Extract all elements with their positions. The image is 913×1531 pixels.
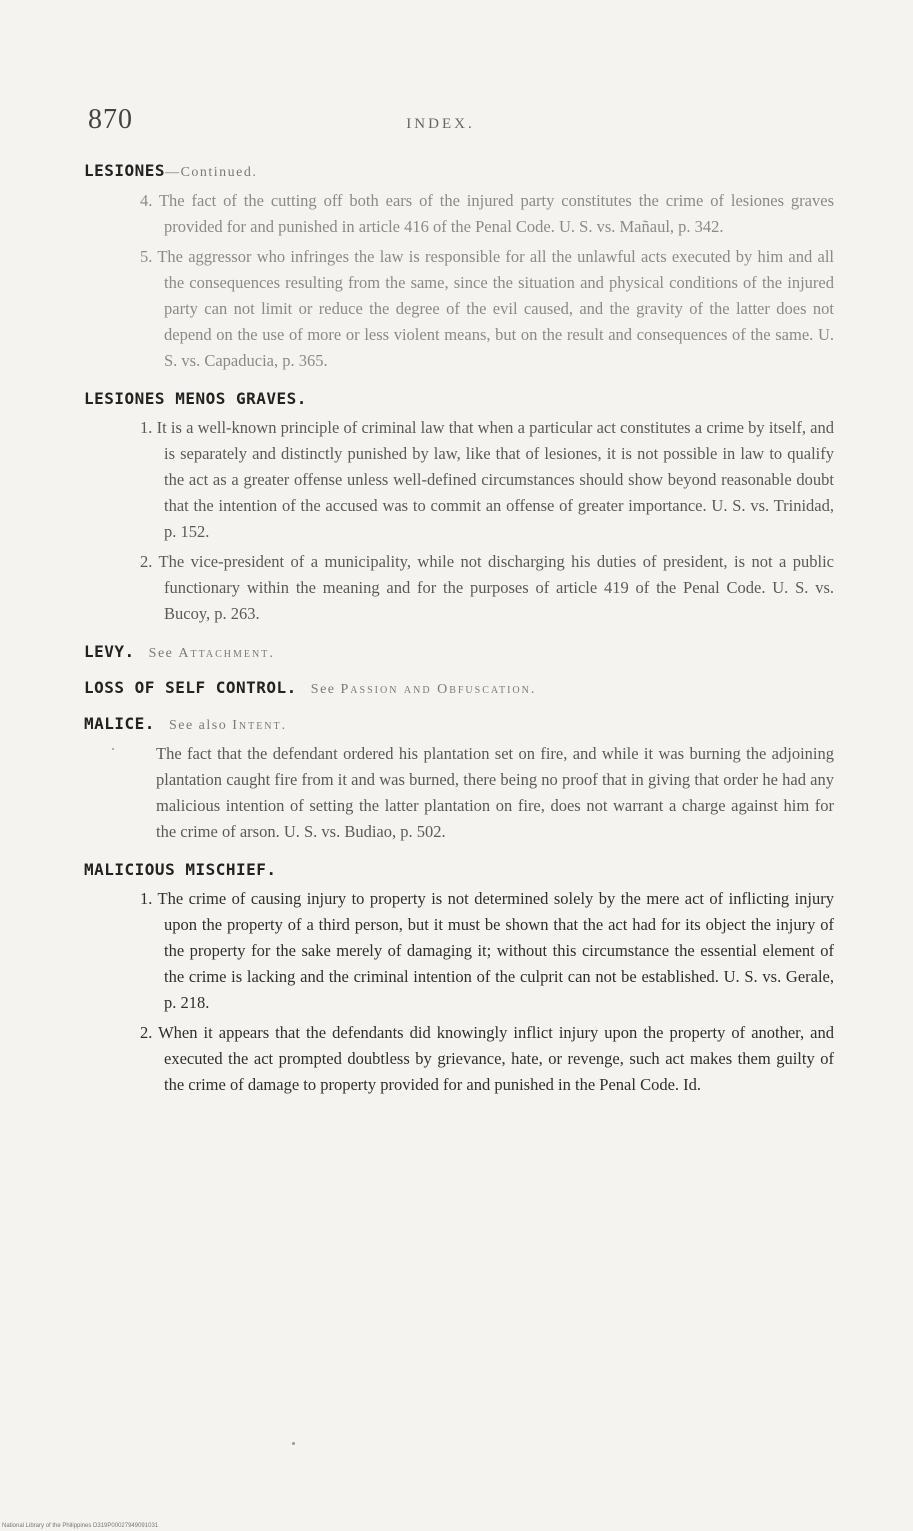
see-label: See (310, 682, 336, 697)
entry-paragraph: 1. The crime of causing injury to property is not determined solely by the mere act of inflicting injury upon the property of a third person, but it must be shown that the act had for its object the injury of the property for the sake merely of damaging it; without this circumstance the essential element of the crime is lacking and the criminal intention of the culprit can not be established. U. S. vs. Gerale, p. 218. (140, 889, 834, 1012)
page-header (88, 104, 853, 144)
page-number: 870 (88, 104, 133, 135)
see-label: See (148, 646, 174, 661)
entry-heading: LEVY. (84, 642, 135, 661)
see-label: See also (168, 718, 228, 733)
entry-heading-line (84, 388, 834, 411)
continued-label: —Continued. (165, 165, 258, 180)
index-entry-malicious-mischief (84, 859, 834, 1098)
entry-heading: LESIONES MENOS GRAVES. (84, 389, 307, 408)
entry-heading-line (84, 713, 834, 737)
index-entry-lesiones-menos-graves (84, 388, 834, 627)
entry-paragraph: 1. It is a well-known principle of criminal law that when a particular act constitutes a crime by itself, and is separately and distinctly punished by law, like that of lesiones, it is not possible in law to qualify the act as a greater offense unless well-defined circumstances should show beyond reasonable doubt that the intention of the accused was to commit an offense of greater importance. U. S. vs. Trinidad, p. 152. (140, 418, 834, 541)
see-reference (149, 646, 275, 661)
entry-heading: MALICIOUS MISCHIEF. (84, 860, 277, 879)
entry-heading: MALICE. (84, 714, 155, 733)
entry-heading-line (84, 859, 834, 882)
see-target: Intent. (232, 718, 288, 733)
entry-paragraph: The fact that the defendant ordered his plantation set on fire, and while it was burning the adjoining plantation caught fire from it and was burned, there being no proof that in giving that order he had any malicious intention of setting the latter plantation on fire, does not warrant a charge against him for the crime of arson. U. S. vs. Budiao, p. 502. (156, 744, 834, 841)
see-reference (311, 682, 537, 697)
paper-speck (112, 748, 114, 750)
index-entry-lesiones (84, 160, 834, 374)
entry-heading: LOSS OF SELF CONTROL. (84, 678, 297, 697)
index-entry-levy (84, 641, 834, 665)
see-target: Passion and Obfuscation. (340, 682, 537, 697)
entry-paragraph: 4. The fact of the cutting off both ears of the injured party constitutes the crime of lesiones graves provided for and punished in article 416 of the Penal Code. U. S. vs. Mañaul, p. 342. (140, 191, 834, 236)
entry-paragraph: 2. The vice-president of a municipality, while not discharging his duties of president, is not a public functionary within the meaning and for the purposes of article 419 of the Penal Code. U. S. vs. Bucoy, p. 263. (140, 552, 834, 623)
entry-heading-line (84, 677, 834, 701)
entry-heading: LESIONES (84, 161, 166, 180)
see-reference (169, 718, 287, 733)
entry-paragraph: 2. When it appears that the defendants did knowingly inflict injury upon the property of another, and executed the act prompted doubtless by grievance, hate, or revenge, such act makes them guilty of the crime of damage to property provided for and punished in the Penal Code. Id. (140, 1023, 834, 1094)
entry-heading-line (84, 641, 834, 665)
entry-paragraph: 5. The aggressor who infringes the law is responsible for all the unlawful acts executed by him and all the consequences resulting from the same, since the situation and physical conditions of the injured party can not limit or reduce the degree of the evil caused, and the gravity of the latter does not depend on the use of more or less violent means, but on the result and consequences of the same. U. S. vs. Capaducia, p. 365. (140, 247, 834, 370)
index-entry-malice (84, 713, 834, 845)
entry-heading-line (84, 160, 834, 184)
see-target: Attachment. (178, 646, 275, 661)
library-credit: National Library of the Philippines D319P00027949091031 (2, 1523, 159, 1529)
paper-speck (292, 1442, 295, 1445)
running-head: INDEX. (406, 116, 475, 132)
index-entry-loss-of-self-control (84, 677, 834, 701)
index-content (84, 160, 834, 1106)
